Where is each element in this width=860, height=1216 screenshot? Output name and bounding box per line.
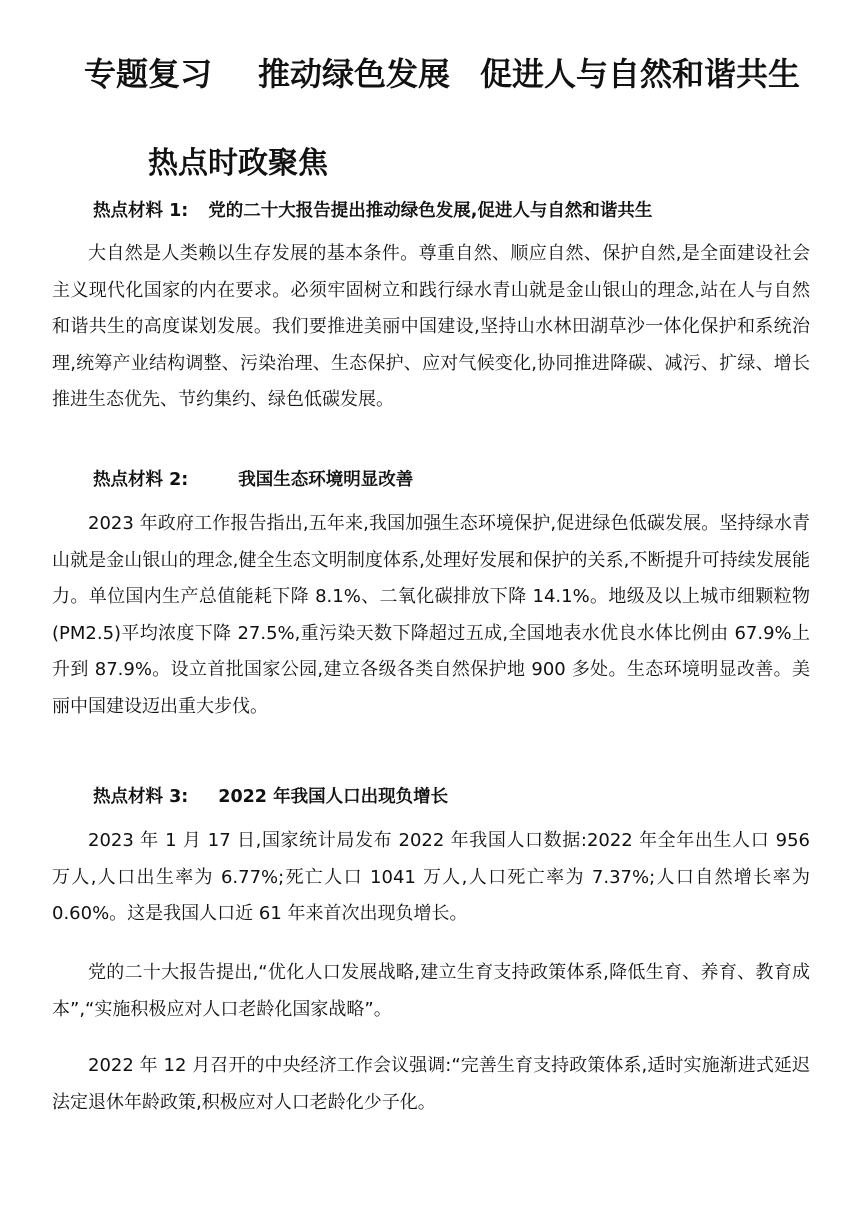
section-1-paragraph: 大自然是人类赖以生存发展的基本条件。尊重自然、顺应自然、保护自然,是全面建设社会主义现代化国家的内在要求。必须牢固树立和践行绿水青山就是金山银山的理念,站在人与自然和谐共生的高度谋划发展。我们要推进美丽中国建设,坚持山水林田湖草沙一体化保护和系统治理,统筹产业结构调整、污染治理、生态保护、应对气候变化,协同推进降碳、减污、扩绿、增长推进生态优先、节约集约、绿色低碳发展。 xyxy=(52,243,810,411)
section-3-paragraph-3: 2022 年 12 月召开的中央经济工作会议强调:“完善生育支持政策体系,适时实施渐进式延迟法定退休年龄政策,积极应对人口老龄化少子化。 xyxy=(52,1055,810,1113)
section-2-paragraph: 2023 年政府工作报告指出,五年来,我国加强生态环境保护,促进绿色低碳发展。坚持绿水青山就是金山银山的理念,健全生态文明制度体系,处理好发展和保护的关系,不断提升可持续发展能力。单位国内生产总值能耗下降 8.1%、二氧化碳排放下降 14.1%。地级及以上城市细颗粒物(PM2.5)平均浓度下降 27.5%,重污染天数下降超过五成,全国地表水优良水体比例由 67.9%上升到 87.9%。设立首批国家公园,建立各级各类自然保护地 900 多处。生态环境明显改善。美丽中国建设迈出重大步伐。 xyxy=(52,513,810,717)
section-1-heading xyxy=(93,199,652,223)
section-2-title: 我国生态环境明显改善 xyxy=(238,470,414,490)
section-3-title: 2022 年我国人口出现负增长 xyxy=(218,787,449,807)
section-2-heading xyxy=(93,468,413,492)
title-part-1: 专题复习 xyxy=(84,55,213,93)
section-1-label: 热点材料 1: xyxy=(93,201,189,221)
section-3-paragraph-1: 2023 年 1 月 17 日,国家统计局发布 2022 年我国人口数据:2022 年全年出生人口 956 万人,人口出生率为 6.77%;死亡人口 1041 万人,人口死亡率为 7.37%;人口自然增长率为 0.60%。这是我国人口近 61 年来首次出现负增长。 xyxy=(52,830,810,925)
page-subtitle: 热点时政聚焦 xyxy=(148,146,328,181)
section-1-title: 党的二十大报告提出推动绿色发展,促进人与自然和谐共生 xyxy=(208,201,653,221)
title-part-3: 促进人与自然和谐共生 xyxy=(480,55,801,93)
section-3-heading xyxy=(93,785,448,809)
section-3-label: 热点材料 3: xyxy=(93,787,189,807)
title-part-2: 推动绿色发展 xyxy=(258,55,451,93)
section-3-paragraph-2: 党的二十大报告提出,“优化人口发展战略,建立生育支持政策体系,降低生育、养育、教育成本”,“实施积极应对人口老龄化国家战略”。 xyxy=(52,962,810,1020)
section-2-label: 热点材料 2: xyxy=(93,470,189,490)
page-title xyxy=(84,52,824,96)
